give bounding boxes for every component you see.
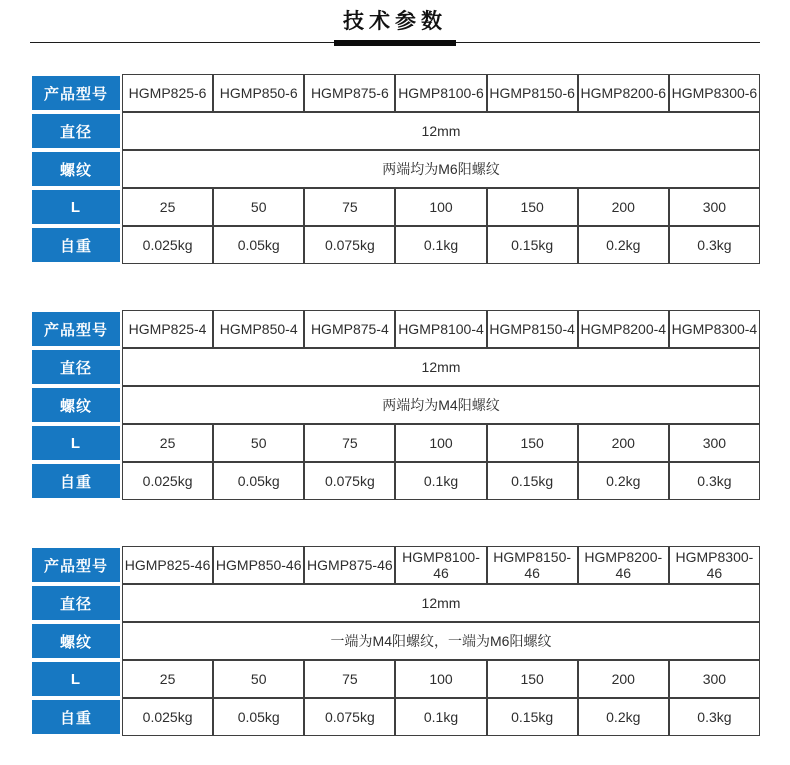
diameter-row [30,348,760,386]
diameter-row [30,112,760,150]
model-cell: HGMP825-6 [122,74,213,112]
weight-row [30,698,760,736]
length-cell: 150 [487,424,578,462]
row-label-diameter: 直径 [30,584,122,622]
length-cell: 75 [304,660,395,698]
weight-cell: 0.05kg [213,226,304,264]
length-cell: 75 [304,424,395,462]
spec-table-m4-m6 [30,546,760,736]
model-row [30,546,760,584]
length-cell: 50 [213,424,304,462]
weight-cell: 0.3kg [669,462,760,500]
row-label-length: L [30,424,122,462]
length-cell: 50 [213,660,304,698]
row-label-model: 产品型号 [30,546,122,584]
model-cell: HGMP8300-6 [669,74,760,112]
model-row [30,74,760,112]
model-cell: HGMP875-6 [304,74,395,112]
length-cell: 200 [578,424,669,462]
length-cell: 150 [487,188,578,226]
weight-cell: 0.3kg [669,698,760,736]
model-cell: HGMP825-4 [122,310,213,348]
model-cell: HGMP850-46 [213,546,304,584]
thread-row [30,386,760,424]
model-cell: HGMP8300-46 [669,546,760,584]
row-label-weight: 自重 [30,226,122,264]
row-label-model: 产品型号 [30,310,122,348]
length-row [30,188,760,226]
thread-row [30,622,760,660]
model-cell: HGMP8200-6 [578,74,669,112]
weight-cell: 0.15kg [487,462,578,500]
row-label-length: L [30,188,122,226]
length-row [30,424,760,462]
length-row [30,660,760,698]
weight-cell: 0.1kg [395,698,486,736]
thread-value: 两端均为M6阳螺纹 [122,150,760,188]
model-cell: HGMP8150-4 [487,310,578,348]
model-cell: HGMP825-46 [122,546,213,584]
length-cell: 300 [669,188,760,226]
weight-cell: 0.025kg [122,698,213,736]
row-label-weight: 自重 [30,462,122,500]
length-cell: 200 [578,188,669,226]
weight-cell: 0.025kg [122,226,213,264]
thread-value: 两端均为M4阳螺纹 [122,386,760,424]
row-label-model: 产品型号 [30,74,122,112]
length-cell: 300 [669,424,760,462]
model-cell: HGMP850-4 [213,310,304,348]
length-cell: 25 [122,188,213,226]
row-label-weight: 自重 [30,698,122,736]
model-cell: HGMP875-46 [304,546,395,584]
diameter-value: 12mm [122,348,760,386]
weight-cell: 0.15kg [487,226,578,264]
diameter-row [30,584,760,622]
row-label-length: L [30,660,122,698]
length-cell: 300 [669,660,760,698]
model-cell: HGMP8100-6 [395,74,486,112]
model-cell: HGMP875-4 [304,310,395,348]
weight-cell: 0.2kg [578,226,669,264]
diameter-value: 12mm [122,584,760,622]
model-cell: HGMP8200-4 [578,310,669,348]
length-cell: 100 [395,660,486,698]
model-cell: HGMP8150-6 [487,74,578,112]
weight-row [30,462,760,500]
weight-cell: 0.075kg [304,462,395,500]
weight-cell: 0.15kg [487,698,578,736]
weight-cell: 0.3kg [669,226,760,264]
thread-row [30,150,760,188]
model-cell: HGMP8200-46 [578,546,669,584]
model-cell: HGMP8300-4 [669,310,760,348]
length-cell: 75 [304,188,395,226]
weight-cell: 0.05kg [213,462,304,500]
row-label-thread: 螺纹 [30,622,122,660]
length-cell: 25 [122,660,213,698]
length-cell: 100 [395,424,486,462]
length-cell: 200 [578,660,669,698]
model-cell: HGMP8150-46 [487,546,578,584]
page-title: 技术参数 [343,10,447,33]
length-cell: 100 [395,188,486,226]
length-cell: 50 [213,188,304,226]
weight-cell: 0.1kg [395,462,486,500]
model-cell: HGMP8100-4 [395,310,486,348]
weight-row [30,226,760,264]
diameter-value: 12mm [122,112,760,150]
model-cell: HGMP8100-46 [395,546,486,584]
length-cell: 150 [487,660,578,698]
title-divider [30,42,760,43]
model-cell: HGMP850-6 [213,74,304,112]
weight-cell: 0.075kg [304,226,395,264]
row-label-diameter: 直径 [30,348,122,386]
model-row [30,310,760,348]
weight-cell: 0.2kg [578,698,669,736]
weight-cell: 0.025kg [122,462,213,500]
length-cell: 25 [122,424,213,462]
weight-cell: 0.075kg [304,698,395,736]
spec-table-m4 [30,310,760,500]
row-label-thread: 螺纹 [30,150,122,188]
spec-table-m6 [30,74,760,264]
title-divider-accent [334,40,456,46]
thread-value: 一端为M4阳螺纹，一端为M6阳螺纹 [122,622,760,660]
row-label-diameter: 直径 [30,112,122,150]
row-label-thread: 螺纹 [30,386,122,424]
spec-tables-container [30,74,760,736]
weight-cell: 0.1kg [395,226,486,264]
weight-cell: 0.05kg [213,698,304,736]
weight-cell: 0.2kg [578,462,669,500]
